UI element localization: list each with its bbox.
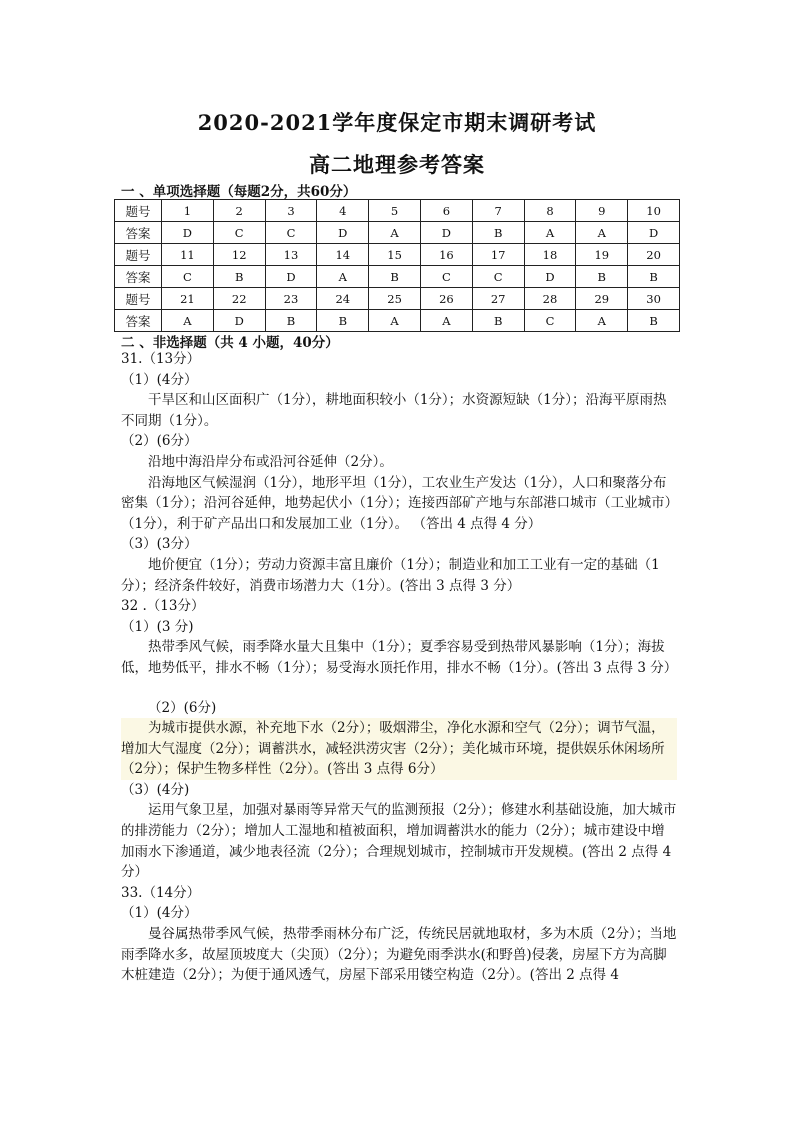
answer-line: （2）(6分） <box>121 433 198 450</box>
answer-cell: B <box>628 310 680 332</box>
answer-body <box>121 349 677 986</box>
question-number-cell: 11 <box>162 244 214 266</box>
row-label-number: 题号 <box>115 244 162 266</box>
answer-cell: D <box>265 266 317 288</box>
question-number-cell: 18 <box>524 244 576 266</box>
answer-line: 热带季风气候，雨季降水量大且集中（1分）；夏季容易受到热带风暴影响（1分）；海拔低，地势低平，排水不畅（1分）；易受海水顶托作用，排水不畅（1分）。(答出 3 点得 3 分） <box>121 639 678 676</box>
answer-line: 干旱区和山区面积广（1分），耕地面积较小（1分）；水资源短缺（1分）；沿海平原雨热不同期（1分）。 <box>121 392 667 429</box>
answer-line: 沿地中海沿岸分布或沿河谷延伸（2分）。 <box>148 453 393 470</box>
row-label-answer: 答案 <box>115 266 162 288</box>
answer-table <box>114 199 680 332</box>
answer-cell: A <box>369 222 421 244</box>
question-number-cell: 13 <box>265 244 317 266</box>
section2-heading: 二 、非选择题（共 4 小题，40分） <box>121 335 339 351</box>
question-number-cell: 14 <box>317 244 369 266</box>
question-number-cell: 21 <box>162 288 214 310</box>
question-number-cell: 19 <box>576 244 628 266</box>
answer-line: 33.（14分） <box>121 884 201 901</box>
question-number-cell: 28 <box>524 288 576 310</box>
answer-cell: B <box>576 266 628 288</box>
answer-line: 沿海地区气候湿润（1分），地形平坦（1分），工农业生产发达（1分），人口和聚落分布密集（1分）；沿河谷延伸，地势起伏小（1分）；连接西部矿产地与东部港口城市（工业城市）（1分），利于矿产品出口和发展加工业（1分）。 （答出 4 点得 4 分） <box>121 474 672 532</box>
table-row-numbers <box>115 200 680 222</box>
answer-cell: A <box>524 222 576 244</box>
answer-cell: A <box>162 310 214 332</box>
table-row-answers <box>115 222 680 244</box>
question-number-cell: 22 <box>213 288 265 310</box>
question-number-cell: 9 <box>576 200 628 222</box>
answer-cell: D <box>317 222 369 244</box>
answer-line: （1）(4分） <box>121 371 198 388</box>
answer-cell: B <box>472 222 524 244</box>
answer-cell: C <box>420 266 472 288</box>
answer-cell: A <box>369 310 421 332</box>
question-number-cell: 26 <box>420 288 472 310</box>
row-label-number: 题号 <box>115 288 162 310</box>
answer-line: （3）(4分) <box>121 781 190 798</box>
question-number-cell: 16 <box>420 244 472 266</box>
question-number-cell: 25 <box>369 288 421 310</box>
question-number-cell: 8 <box>524 200 576 222</box>
answer-cell: B <box>317 310 369 332</box>
answer-cell: B <box>265 310 317 332</box>
answer-line: 曼谷属热带季风气候，热带季雨林分布广泛，传统民居就地取材，多为木质（2分）；当地雨季降水多，故屋顶坡度大（尖顶）（2分）；为避免雨季洪水(和野兽)侵袭，房屋下方为高脚木桩建造（2分）；为便于通风透气，房屋下部采用镂空构造（2分）。(答出 2 点得 4 <box>121 926 677 984</box>
question-number-cell: 3 <box>265 200 317 222</box>
question-number-cell: 30 <box>628 288 680 310</box>
answer-cell: D <box>524 266 576 288</box>
question-number-cell: 12 <box>213 244 265 266</box>
answer-line: （2）(6分) <box>148 699 217 716</box>
row-label-answer: 答案 <box>115 222 162 244</box>
answer-cell: A <box>317 266 369 288</box>
answer-line: （3）(3分） <box>121 536 198 553</box>
section1-heading: 一 、单项选择题（每题2分，共60分） <box>121 184 357 200</box>
question-number-cell: 17 <box>472 244 524 266</box>
page-subtitle: 高二地理参考答案 <box>309 152 485 177</box>
question-number-cell: 5 <box>369 200 421 222</box>
answer-line: 地价便宜（1分）；劳动力资源丰富且廉价（1分）；制造业和加工工业有一定的基础（1分）；经济条件较好，消费市场潜力大（1分）。(答出 3 点得 3 分） <box>121 556 660 594</box>
answer-cell: C <box>162 266 214 288</box>
answer-cell: B <box>472 310 524 332</box>
table-row-answers <box>115 266 680 288</box>
question-number-cell: 4 <box>317 200 369 222</box>
question-number-cell: 15 <box>369 244 421 266</box>
answer-cell: B <box>213 266 265 288</box>
answer-cell: D <box>420 222 472 244</box>
table-row-numbers <box>115 244 680 266</box>
answer-cell: D <box>162 222 214 244</box>
question-number-cell: 29 <box>576 288 628 310</box>
answer-cell: C <box>472 266 524 288</box>
answer-cell: A <box>420 310 472 332</box>
question-number-cell: 20 <box>628 244 680 266</box>
page-title: 2020-2021学年度保定市期末调研考试 <box>197 110 597 135</box>
table-row-answers <box>115 310 680 332</box>
question-number-cell: 10 <box>628 200 680 222</box>
answer-cell: D <box>628 222 680 244</box>
question-number-cell: 7 <box>472 200 524 222</box>
blank-line <box>121 679 677 698</box>
answer-cell: B <box>369 266 421 288</box>
answer-cell: C <box>265 222 317 244</box>
answer-line: （1）(4分） <box>121 905 198 922</box>
row-label-answer: 答案 <box>115 310 162 332</box>
question-number-cell: 6 <box>420 200 472 222</box>
table-row-numbers <box>115 288 680 310</box>
answer-line: 为城市提供水源，补充地下水（2分）；吸烟滞尘，净化水源和空气（2分）；调节气温，增加大气湿度（2分）；调蓄洪水，减轻洪涝灾害（2分）；美化城市环境，提供娱乐休闲场所（2分）；保护生物多样性（2分）。(答出 3 点得 6分） <box>121 718 677 780</box>
answer-cell: D <box>213 310 265 332</box>
answer-line: 运用气象卫星，加强对暴雨等异常天气的监测预报（2分）；修建水利基础设施，加大城市的排涝能力（2分）；增加人工湿地和植被面积，增加调蓄洪水的能力（2分）；城市建设中增加雨水下渗通道，减少地表径流（2分）；合理规划城市，控制城市开发规模。(答出 2 点得 4 分） <box>121 802 677 881</box>
answer-line: 32 .（13分） <box>121 598 205 615</box>
row-label-number: 题号 <box>115 200 162 222</box>
question-number-cell: 27 <box>472 288 524 310</box>
answer-line: 31.（13分） <box>121 351 201 367</box>
answer-cell: C <box>524 310 576 332</box>
answer-cell: B <box>628 266 680 288</box>
answer-cell: A <box>576 310 628 332</box>
answer-cell: C <box>213 222 265 244</box>
question-number-cell: 24 <box>317 288 369 310</box>
question-number-cell: 1 <box>162 200 214 222</box>
answer-line: （1）(3 分) <box>121 618 194 635</box>
question-number-cell: 23 <box>265 288 317 310</box>
answer-cell: A <box>576 222 628 244</box>
question-number-cell: 2 <box>213 200 265 222</box>
